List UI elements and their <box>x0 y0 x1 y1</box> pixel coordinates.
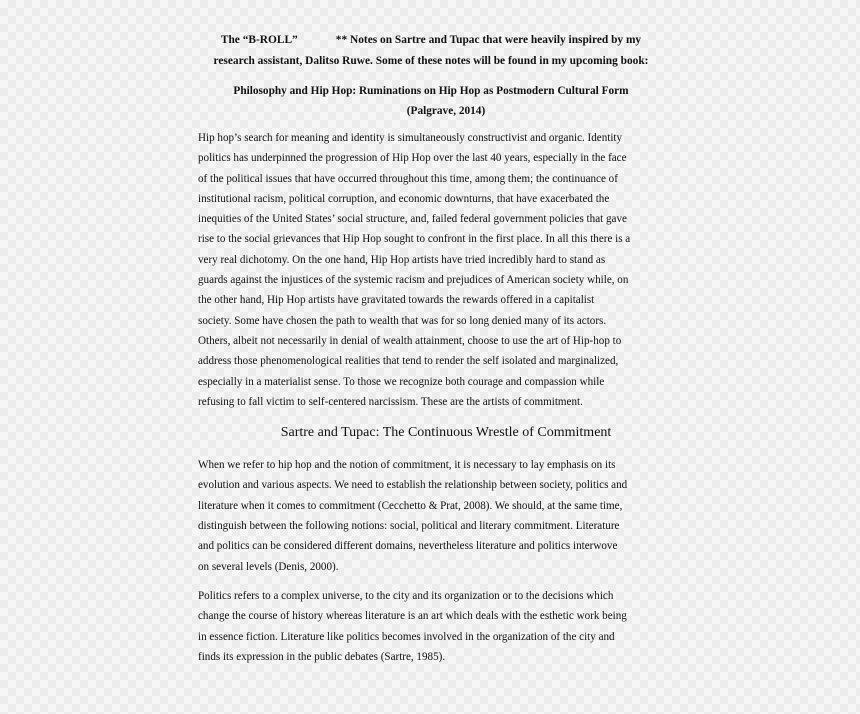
section-heading: Sartre and Tupac: The Continuous Wrestle of Commitment <box>280 425 612 441</box>
text-line: refusing to fall victim to self-centered narcissism. These are the artists of commitment. <box>198 395 583 408</box>
text-line: change the course of history whereas literature is an art which deals with the esthetic work being <box>198 610 627 623</box>
text-line: politics has underpinned the progression of Hip Hop over the last 40 years, especially in the face <box>198 152 627 165</box>
text-line: finds its expression in the public debates (Sartre, 1985). <box>198 650 446 663</box>
text-line: rise to the social grievances that Hip Hop sought to confront in the first place. In all this there is a <box>198 233 631 246</box>
header-notes-text: ** Notes on Sartre and Tupac that were heavily inspired by my <box>335 34 642 46</box>
text-line: in essence fiction. Literature like politics becomes involved in the organization of the city and <box>198 630 615 643</box>
text-line: of the political issues that have occurred throughout this time, among them; the continuance of <box>198 172 618 185</box>
book-title: Philosophy and Hip Hop: Ruminations on Hip Hop as Postmodern Cultural Form <box>233 85 629 97</box>
header-line-2: research assistant, Dalitso Ruwe. Some of these notes will be found in my upcoming book: <box>213 55 649 67</box>
text-line: the other hand, Hip Hop artists have gravitated towards the rewards offered in a capitalist <box>198 294 595 307</box>
text-line: literature when it comes to commitment (Cecchetto & Prat, 2008). We should, at the same time, <box>198 499 623 512</box>
text-line: inequities of the United States’ social structure, and, failed federal government policies that gave <box>198 213 627 226</box>
text-line: evolution and various aspects. We need to establish the relationship between society, politics and <box>198 479 628 492</box>
text-line: Hip hop’s search for meaning and identity is simultaneously constructivist and organic. Identity <box>198 132 623 144</box>
paragraph-3 <box>198 586 664 667</box>
text-line: very real dichotomy. On the one hand, Hip Hop artists have tried incredibly hard to stand as <box>198 253 606 266</box>
paragraph-1 <box>198 128 664 412</box>
b-roll-label: The “B-ROLL” <box>220 34 298 46</box>
text-line: Politics refers to a complex universe, to the city and its organization or to the decisions which <box>198 589 614 602</box>
text-line: and politics can be considered different domains, nevertheless literature and politics interwove <box>198 540 618 553</box>
text-line: When we refer to hip hop and the notion of commitment, it is necessary to lay emphasis on its <box>198 459 616 472</box>
text-line: distinguish between the following notions: social, political and literary commitment. Literature <box>198 520 620 533</box>
header-line-1 <box>198 30 664 51</box>
text-line: institutional racism, political corruption, and economic downturns, that have exacerbated the <box>198 192 610 205</box>
text-line: Others, albeit not necessarily in denial of wealth attainment, choose to use the art of Hip-hop to <box>198 334 622 347</box>
paragraph-2 <box>198 455 664 577</box>
text-line: society. Some have chosen the path to wealth that was for so long denied many of its actors. <box>198 314 607 327</box>
book-publisher: (Palgrave, 2014) <box>406 105 486 117</box>
text-line: on several levels (Denis, 2000). <box>198 560 339 573</box>
text-line: especially in a materialist sense. To those we recognize both courage and compassion while <box>198 375 605 388</box>
text-line: guards against the injustices of the systemic racism and prejudices of American society while, on <box>198 274 629 287</box>
text-line: address those phenomenological realities that tend to render the self isolated and marginalized, <box>198 355 619 368</box>
document-page <box>198 30 664 667</box>
